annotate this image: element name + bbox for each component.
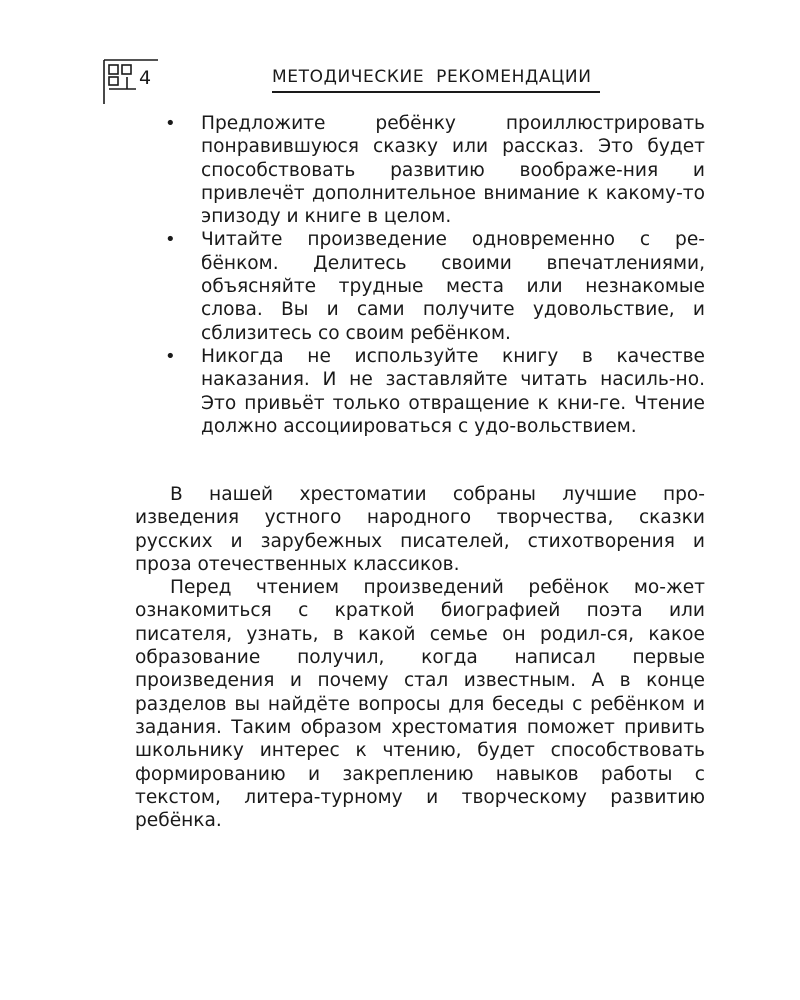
page-number: 4 xyxy=(139,67,152,89)
paragraph: Перед чтением произведений ребёнок мо-жет ознакомиться с краткой биографией поэта или писателя, узнать, в какой семье он родил-ся, какое образование получил, когда написал первые произведения и почему стал известным. А в конце разделов вы найдёте вопросы для беседы с ребёнком и задания. Таким образом хрестоматия поможет привить школьнику интерес к чтению, будет способствовать формированию и закреплению навыков работы с текстом, литера-турному и творческому развитию ребёнка. xyxy=(135,577,705,832)
recommendation-list xyxy=(165,112,705,438)
list-item xyxy=(165,345,705,438)
list-item-text: Предложите ребёнку проиллюстрировать понравившуюся сказку или рассказ. Это будет способствовать развитию воображе-ния и привлечёт дополнительное внимание к какому-то эпизоду и книге в целом. xyxy=(201,113,705,228)
list-item xyxy=(165,228,705,344)
list-item-text: Читайте произведение одновременно с ре-бёнком. Делитесь своими впечатлениями, объясняйте трудные места или незнакомые слова. Вы и сами получите удовольствие, и сблизитесь со своим ребёнком. xyxy=(201,229,705,344)
running-title: МЕТОДИЧЕСКИЕ РЕКОМЕНДАЦИИ xyxy=(272,67,592,87)
bullet-marker: • xyxy=(165,345,176,367)
header-rule xyxy=(272,91,600,93)
list-item-text: Никогда не используйте книгу в качестве наказания. И не заставляйте читать насиль-но. Это привьёт только отвращение к кни-ге. Чтение должно ассоциироваться с удо-вольствием. xyxy=(201,345,705,437)
bullet-marker: • xyxy=(165,229,176,251)
list-item xyxy=(165,112,705,228)
body-text xyxy=(135,483,705,832)
paragraph: В нашей хрестоматии собраны лучшие про-изведения устного народного творчества, сказки русских и зарубежных писателей, стихотворения и проза отечественных классиков. xyxy=(135,484,705,575)
bullet-marker: • xyxy=(165,113,176,134)
